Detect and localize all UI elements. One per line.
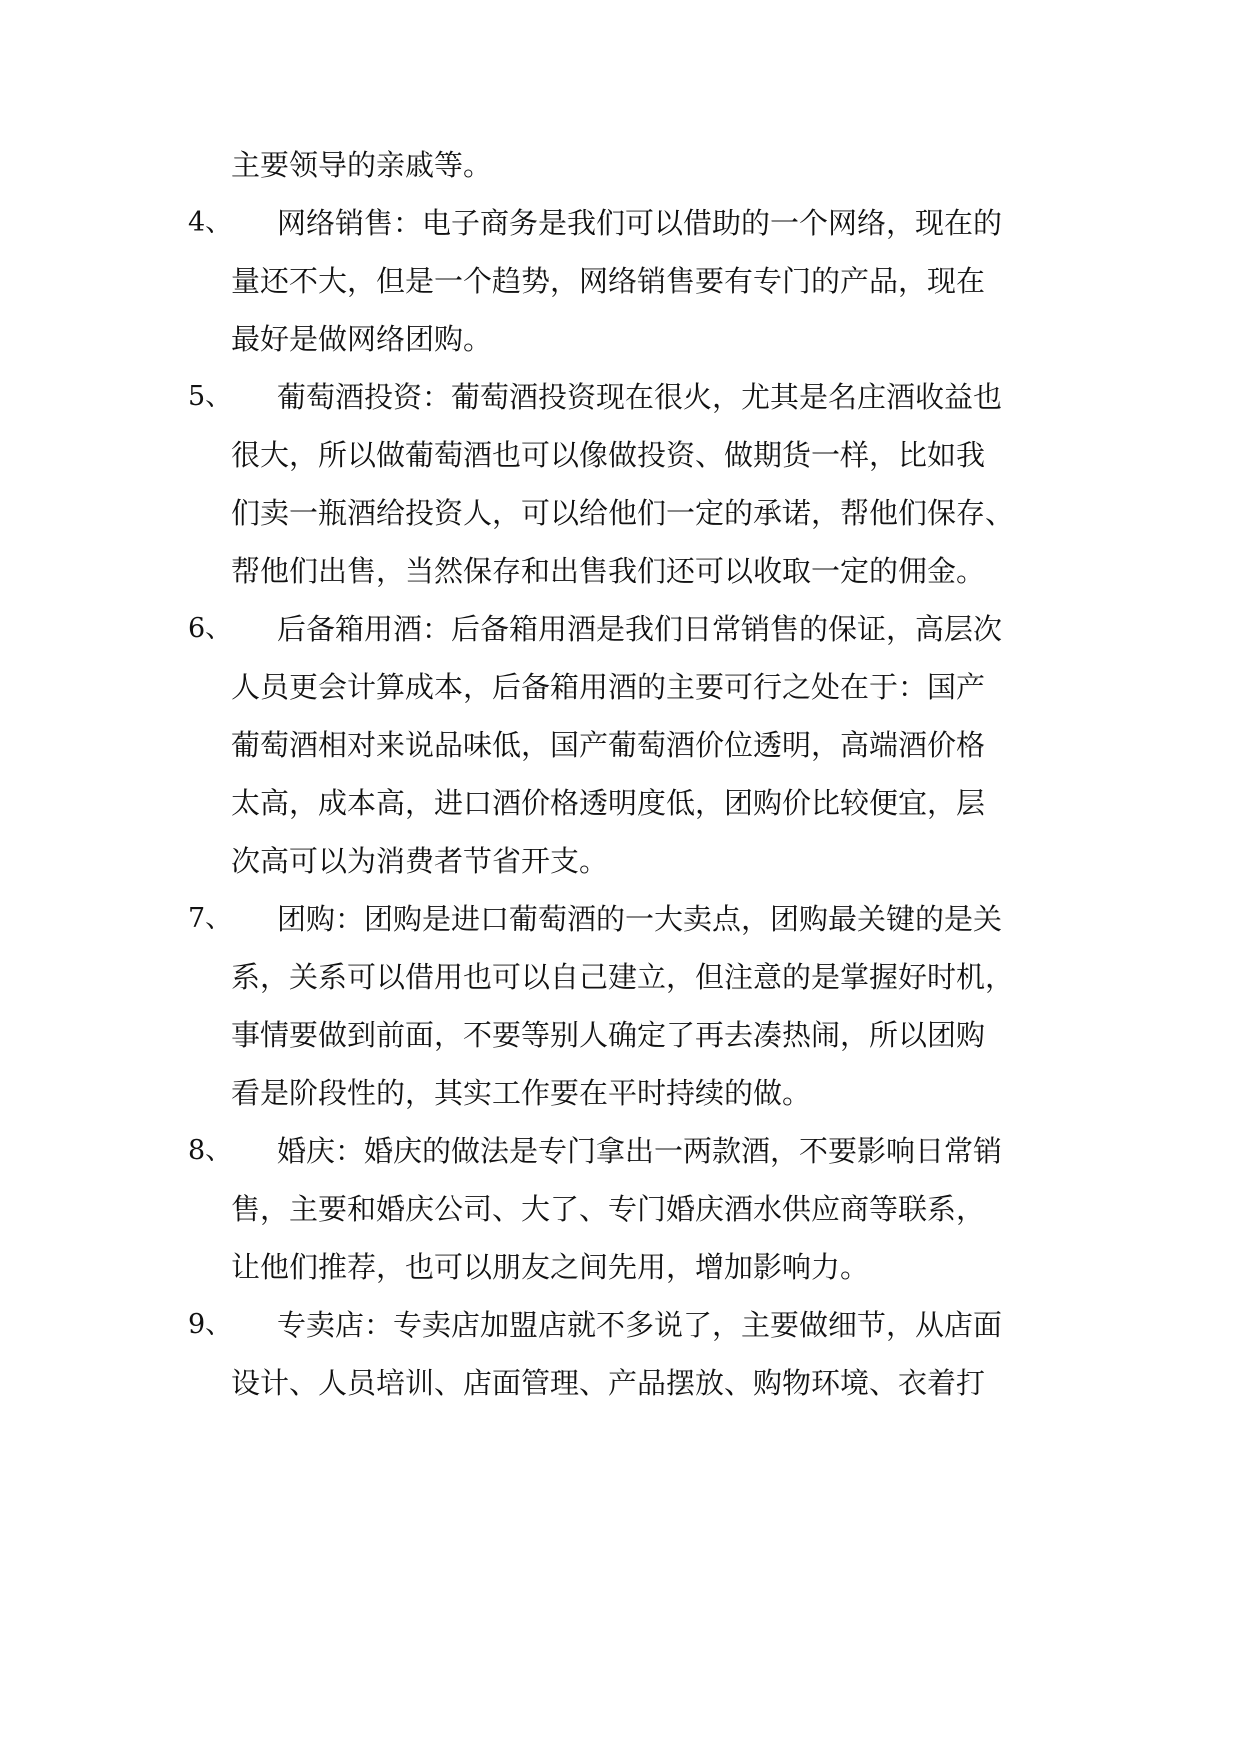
item-7-line-2: 系，关系可以借用也可以自己建立，但注意的是掌握好时机， (231, 960, 1015, 994)
item-5-line-2: 很大，所以做葡萄酒也可以像做投资、做期货一样，比如我 (231, 438, 986, 472)
item-4-line-2: 量还不大，但是一个趋势，网络销售要有专门的产品，现在 (231, 264, 986, 298)
item-6-number: 6、 (188, 613, 233, 644)
item-9-number: 9、 (188, 1309, 233, 1340)
item-5-line-1: 葡萄酒投资：葡萄酒投资现在很火，尤其是名庄酒收益也 (277, 380, 1003, 414)
item-7-line-4: 看是阶段性的，其实工作要在平时持续的做。 (231, 1076, 812, 1110)
item-8-line-3: 让他们推荐，也可以朋友之间先用，增加影响力。 (231, 1250, 870, 1284)
item-6-line-1: 后备箱用酒：后备箱用酒是我们日常销售的保证，高层次 (277, 612, 1003, 646)
item-9-line-2: 设计、人员培训、店面管理、产品摆放、购物环境、衣着打 (231, 1366, 986, 1400)
item-4-line-3: 最好是做网络团购。 (231, 322, 493, 356)
item-5-number: 5、 (188, 381, 233, 412)
item-6-line-3: 葡萄酒相对来说品味低，国产葡萄酒价位透明，高端酒价格 (231, 728, 986, 762)
item-9-line-1: 专卖店：专卖店加盟店就不多说了，主要做细节，从店面 (277, 1308, 1003, 1342)
item-5-line-3: 们卖一瓶酒给投资人，可以给他们一定的承诺，帮他们保存、 (231, 496, 1015, 530)
item-8-number: 8、 (188, 1135, 233, 1166)
item-6-line-2: 人员更会计算成本，后备箱用酒的主要可行之处在于：国产 (231, 670, 986, 704)
item-7-line-1: 团购：团购是进口葡萄酒的一大卖点，团购最关键的是关 (277, 902, 1003, 936)
item-7-line-3: 事情要做到前面，不要等别人确定了再去凑热闹，所以团购 (231, 1018, 986, 1052)
intro-line: 主要领导的亲戚等。 (231, 148, 493, 182)
item-4-line-1: 网络销售：电子商务是我们可以借助的一个网络，现在的 (277, 206, 1003, 240)
item-8-line-2: 售，主要和婚庆公司、大了、专门婚庆酒水供应商等联系， (231, 1192, 986, 1226)
item-8-line-1: 婚庆：婚庆的做法是专门拿出一两款酒，不要影响日常销 (277, 1134, 1003, 1168)
item-6-line-4: 太高，成本高，进口酒价格透明度低，团购价比较便宜，层 (231, 786, 986, 820)
item-5-line-4: 帮他们出售，当然保存和出售我们还可以收取一定的佣金。 (231, 554, 986, 588)
item-7-number: 7、 (188, 903, 233, 934)
item-6-line-5: 次高可以为消费者节省开支。 (231, 844, 609, 878)
item-4-number: 4、 (188, 207, 233, 238)
